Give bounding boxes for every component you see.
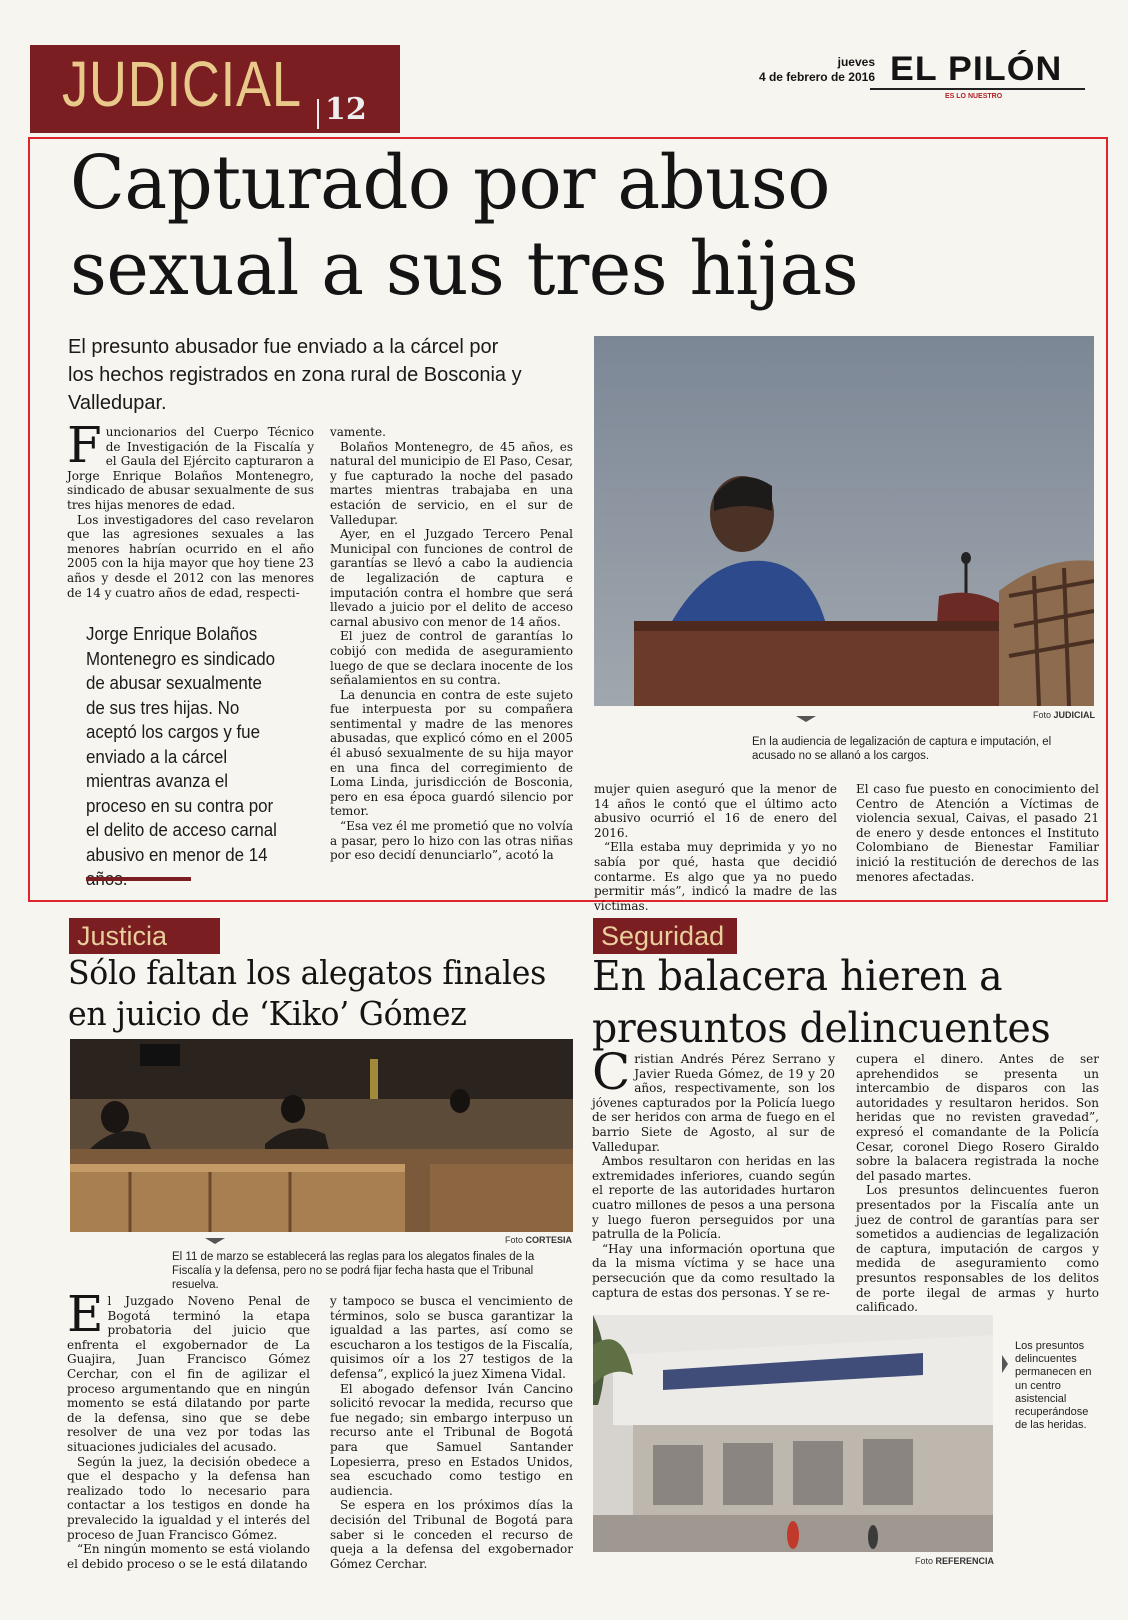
paragraph: Ayer, en el Juzgado Tercero Penal Municipal con funciones de control de garantías se llevó a cabo la audiencia de legalización de captura e imputación contra el hombre que será llevado a juicio por el delito de acceso carnal abusivo con menor de 14 años. [330,527,573,629]
photo-caption: En la audiencia de legalización de captura e imputación, el acusado no se allanó a los cargos. [752,736,1052,762]
dropcap: F [67,416,102,474]
paragraph: ristian Andrés Pérez Serrano y Javier Rueda Gómez, de 19 y 20 años, respectivamente, son los jóvenes capturados por la Policía luego de ser heridos con arma de fuego en el barrio Siete de Agosto, al sur de Valledupar. [592,1052,835,1154]
photo-caption: Los presuntos delincuentes permanecen en un centro asistencial recuperándose de las heridas. [1015,1340,1092,1432]
paragraph: “En ningún momento se está violando el debido proceso o se le está dilatando [67,1542,310,1571]
left-headline: Sólo faltan los alegatos finales en juicio de ‘Kiko’ Gómez [68,954,547,1033]
paragraph: Ambos resultaron con heridas en las extremidades inferiores, cuando según el reporte de las autoridades hurtaron cuatro millones de pesos a una persona y luego fueron perseguidos por una patrulla de la Policía. [592,1154,835,1242]
left-column-2 [330,1294,573,1571]
main-lead: El presunto abusador fue enviado a la cárcel por los hechos registrados en zona rural de Bosconia y Valledupar. [68,336,522,414]
newspaper-slogan: ES LO NUESTRO [945,93,1003,100]
caption-arrow-icon [796,716,816,722]
main-column-2 [330,425,573,863]
issue-date: 4 de febrero de 2016 [758,70,875,84]
paragraph: Los investigadores del caso revelaron que las agresiones sexuales a las menores habrían ocurrido en el año 2005 con la hija mayor que hoy tiene 23 años y desde el 2012 con las menores de 14 y cuatro años de edad, respecti- [67,512,314,600]
left-column-1 [67,1285,310,1571]
section-title: JUDICIAL [62,48,302,120]
paragraph: El abogado defensor Iván Cancino solicitó revocar la medida, recurso que fue negado; sin embargo interpuso un recurso ante el Tribunal de Bogotá para que Samuel Santander Lopesierra, preso en Estados Unidos, sea escuchado como testigo en audiencia. [330,1381,573,1498]
paragraph: mujer quien aseguró que la menor de 14 años le contó que el último acto abusivo ocurrió el 16 de enero del 2016. [594,782,837,840]
issue-day: jueves [837,55,875,69]
paragraph: La denuncia en contra de este sujeto fue interpuesta por su compañera sentimental y madre de las menores abusadas, que explicó cómo en el 2005 él abusó sexualmente de su hija mayor en una finca del corregimiento de Loma Linda, jurisdicción de Bosconia, pero en esa época guardó silencio por temor. [330,687,573,819]
photo-credit: Foto REFERENCIA [914,1556,994,1566]
dropcap: E [67,1285,104,1343]
paragraph: uncionarios del Cuerpo Técnico de Investigación de la Fiscalía y el Gaula del Ejército capturaron a Jorge Enrique Bolaños Montenegro, sindicado de abusar sexualmente de sus tres hijas menores de edad. [67,425,314,512]
paragraph: Bolaños Montenegro, de 45 años, es natural del municipio de El Paso, Cesar, y fue capturado la noche del pasado martes mientras trabajaba en una estación de servicio, en el sur de Valledupar. [330,439,573,527]
main-column-4 [856,782,1099,884]
clinic-photo [593,1315,993,1552]
paragraph: “Esa vez él me prometió que no volvía a pasar, pero lo hizo con las otras niñas por eso decidí denunciarlo”, acotó la [330,819,573,863]
caption-arrow-icon [205,1238,225,1244]
section-kicker-seguridad: Seguridad [593,918,737,954]
main-headline: Capturado por abuso sexual a sus tres hijas [70,140,859,312]
pull-quote-rule [86,877,191,881]
pull-quote: Jorge Enrique Bolaños Montenegro es sindicado de abusar sexualmente de sus tres hijas. No aceptó los cargos y fue enviado a la cárcel mientras avanza el proceso en su contra por el delito de acceso carnal abusivo en menor de 14 [86,624,277,865]
main-photo [594,336,1094,706]
paragraph: cupera el dinero. Antes de ser aprehendidos se presenta un intercambio de disparos con las autoridades y resultaron heridos. Son heridas que no revisten gravedad”, expresó el comandante de la Policía Cesar, coronel Diego Rosero Giraldo sobre la balacera registrada la noche del pasado martes. [856,1052,1099,1183]
photo-credit: Foto JUDICIAL [1032,710,1095,720]
photo-credit: Foto CORTESIA [504,1235,572,1245]
paragraph: vamente. [330,425,386,439]
paragraph: “Ella estaba muy deprimida y yo no sabía por qué, hasta que decidió contarme. Es algo que ya no puedo permitir más”, indicó la madre de las víctimas. [594,840,837,913]
paragraph: Según la juez, la decisión obedece a que el despacho y la defensa han realizado todo lo necesario para contactar a los testigos en donde ha prevalecido la igualdad y el interés del proceso de Juan Francisco Gómez. [67,1454,310,1542]
right-column-1 [592,1043,835,1300]
page-number: 12 [325,92,367,127]
dropcap: C [592,1043,631,1101]
paragraph: l Juzgado Noveno Penal de Bogotá terminó la etapa probatoria del juicio que enfrenta el exgobernador de La Guajira, Juan Francisco Gómez Cerchar, con el fin de agilizar el proceso argumentando que en ningún momento se está dilatando por parte de la defensa, sino que se debe resolver de una vez por todas las situaciones judiciales del acusado. [67,1294,310,1454]
newspaper-logo: EL PILÓN [890,50,1063,88]
main-column-1 [67,416,314,600]
courtroom-photo [70,1039,573,1232]
right-column-2 [856,1052,1099,1315]
paragraph: El juez de control de garantías lo cobijó con medida de aseguramiento luego de que se declara inocente de los señalamientos en su contra. [330,629,573,688]
paragraph: y tampoco se busca el vencimiento de términos, solo se busca garantizar la igualdad a las partes, así como se escucharon a los testigos de la Fiscalía, quisimos oír a los 27 testigos de la defensa”, explicó la juez Ximena Vidal. [330,1294,573,1381]
caption-arrow-icon [1002,1355,1008,1373]
section-kicker-justicia: Justicia [69,918,220,954]
right-headline: En balacera hieren a presuntos delincuentes [592,952,1051,1052]
paragraph: Los presuntos delincuentes fueron presentados por la Fiscalía ante un juez de control de garantías para ser sometidos a audiencias de legalización de captura, imputación de cargos y medida de aseguramiento como presuntos responsables de los delitos de porte ilegal de armas y hurto calificado. [856,1183,1099,1315]
paragraph: Se espera en los próximos días la decisión del Tribunal de Bogotá para saber si le conceden el recurso de queja a la defensa del exgobernador Gómez Cerchar. [330,1498,573,1571]
main-column-3 [594,782,837,913]
paragraph: “Hay una información oportuna que da la misma víctima y se hace una persecución que da como resultado la captura de estas dos personas. Y se re- [592,1241,835,1300]
paragraph: El caso fue puesto en conocimiento del Centro de Atención a Víctimas de violencia sexual, Caivas, el pasado 21 de enero y desde entonces el Instituto Colombiano de Bienestar Familiar inició la restitución de derechos de las menores afectadas. [856,782,1099,884]
photo-caption: El 11 de marzo se establecerá las reglas para los alegatos finales de la Fiscalía y la defensa, pero no se podrá fijar fecha hasta que el Tribunal resuelva. [172,1251,535,1291]
